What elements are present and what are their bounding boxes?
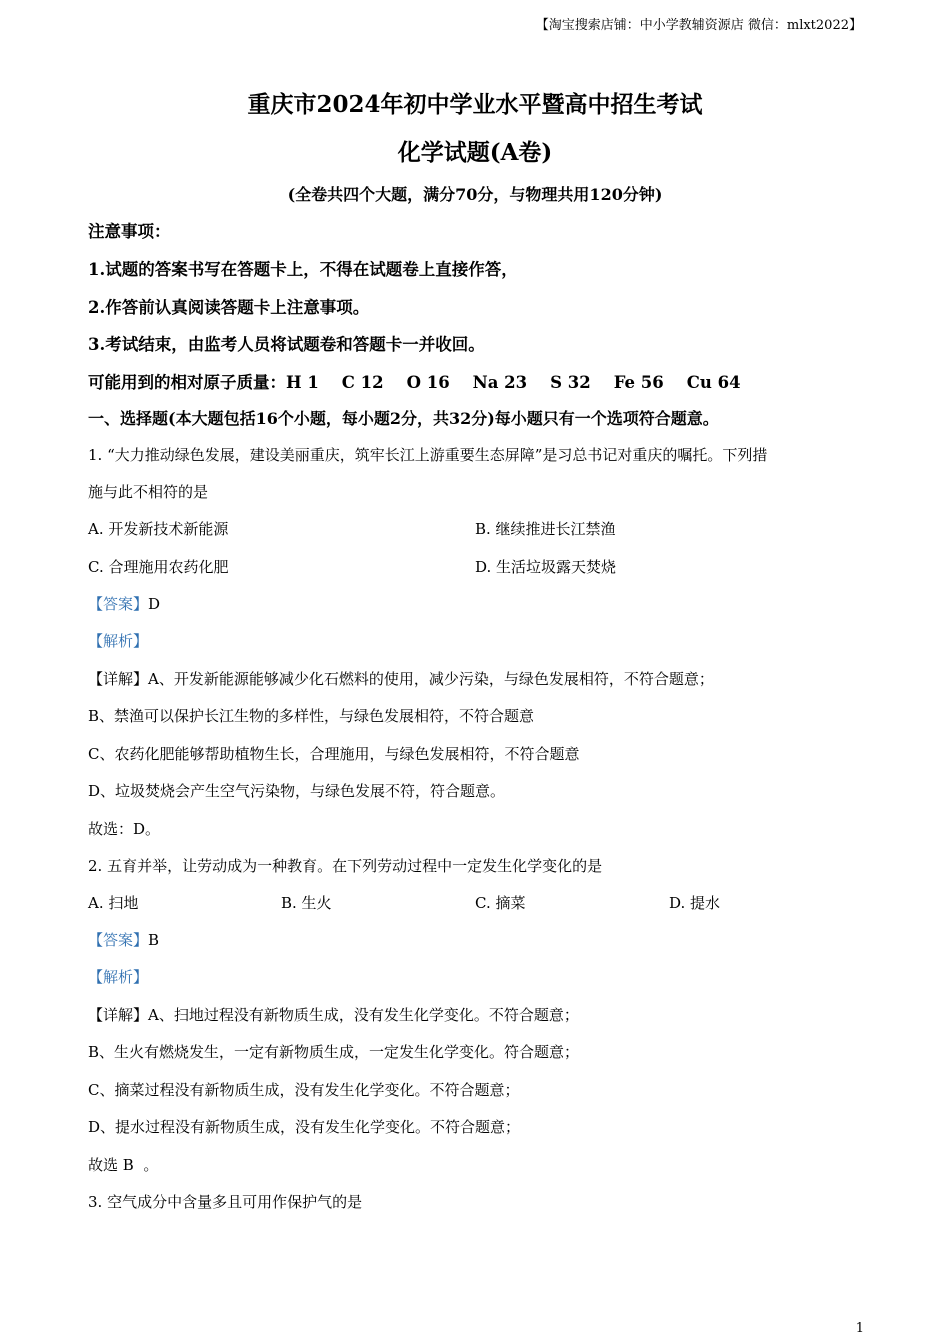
exam-subtitle: (全卷共四个大题，满分70分，与物理共用120分钟) xyxy=(287,185,663,204)
detail-line: D、垃圾焚烧会产生空气污染物，与绿色发展不符，符合题意。 xyxy=(88,782,506,800)
option-a: A. 扫地 xyxy=(88,894,139,912)
detail-text: A、扫地过程没有新物质生成，没有发生化学变化。不符合题意； xyxy=(148,1006,579,1024)
detail-line: B、禁渔可以保护长江生物的多样性，与绿色发展相符，不符合题意 xyxy=(88,707,535,725)
answer-line xyxy=(88,929,159,950)
detail-label: 【详解】 xyxy=(88,670,149,688)
header-note: 【淘宝搜索店铺：中小学教辅资源店 微信：mlxt2022】 xyxy=(535,18,862,33)
answer-value: D xyxy=(148,595,161,613)
option-a: A. 开发新技术新能源 xyxy=(88,520,229,538)
answer-value: B xyxy=(148,931,160,949)
page-number: 1 xyxy=(855,1321,864,1336)
notice-heading: 注意事项： xyxy=(88,222,171,241)
detail-line: D、提水过程没有新物质生成，没有发生化学变化。不符合题意； xyxy=(88,1118,521,1136)
option-d: D. 生活垃圾露天焚烧 xyxy=(475,558,617,576)
exam-title: 重庆市2024年初中学业水平暨高中招生考试 xyxy=(247,91,703,118)
detail-text: A、开发新能源能够减少化石燃料的使用，减少污染，与绿色发展相符，不符合题意； xyxy=(148,670,714,688)
option-c: C. 合理施用农药化肥 xyxy=(88,558,229,576)
detail-line xyxy=(88,668,714,689)
notice-item: 3.考试结束，由监考人员将试题卷和答题卡一并收回。 xyxy=(88,335,485,354)
notice-item: 1.试题的答案书写在答题卡上，不得在试题卷上直接作答， xyxy=(88,260,518,279)
question-stem: 3. 空气成分中含量多且可用作保护气的是 xyxy=(88,1193,363,1211)
exam-subject-title: 化学试题(A卷) xyxy=(397,139,553,166)
answer-line xyxy=(88,593,160,614)
question-stem-cont: 施与此不相符的是 xyxy=(88,483,209,501)
detail-line xyxy=(88,1004,579,1025)
answer-label: 【答案】 xyxy=(88,595,149,613)
question-stem: 1. “大力推动绿色发展，建设美丽重庆，筑牢长江上游重要生态屏障”是习总书记对重庆的嘱托。下列措 xyxy=(88,446,768,464)
atomic-mass-line: 可能用到的相对原子质量：H 1 C 12 O 16 Na 23 S 32 Fe 56 Cu 64 xyxy=(88,373,741,392)
section-heading: 一、选择题(本大题包括16个小题，每小题2分，共32分)每小题只有一个选项符合题意。 xyxy=(88,409,719,428)
question-stem: 2. 五育并举，让劳动成为一种教育。在下列劳动过程中一定发生化学变化的是 xyxy=(88,857,603,875)
option-d: D. 提水 xyxy=(669,894,721,912)
option-b: B. 生火 xyxy=(281,894,332,912)
conclusion-line: 故选：D。 xyxy=(88,820,161,838)
notice-item: 2.作答前认真阅读答题卡上注意事项。 xyxy=(88,298,370,317)
option-c: C. 摘菜 xyxy=(475,894,526,912)
detail-line: C、摘菜过程没有新物质生成，没有发生化学变化。不符合题意； xyxy=(88,1081,520,1099)
detail-line: B、生火有燃烧发生，一定有新物质生成，一定发生化学变化。符合题意； xyxy=(88,1043,580,1061)
detail-line: C、农药化肥能够帮助植物生长，合理施用，与绿色发展相符，不符合题意 xyxy=(88,745,580,763)
detail-label: 【详解】 xyxy=(88,1006,149,1024)
answer-label: 【答案】 xyxy=(88,931,149,949)
option-b: B. 继续推进长江禁渔 xyxy=(475,520,616,538)
conclusion-line: 故选 B 。 xyxy=(88,1156,159,1174)
analysis-label: 【解析】 xyxy=(88,968,149,986)
analysis-label: 【解析】 xyxy=(88,632,149,650)
